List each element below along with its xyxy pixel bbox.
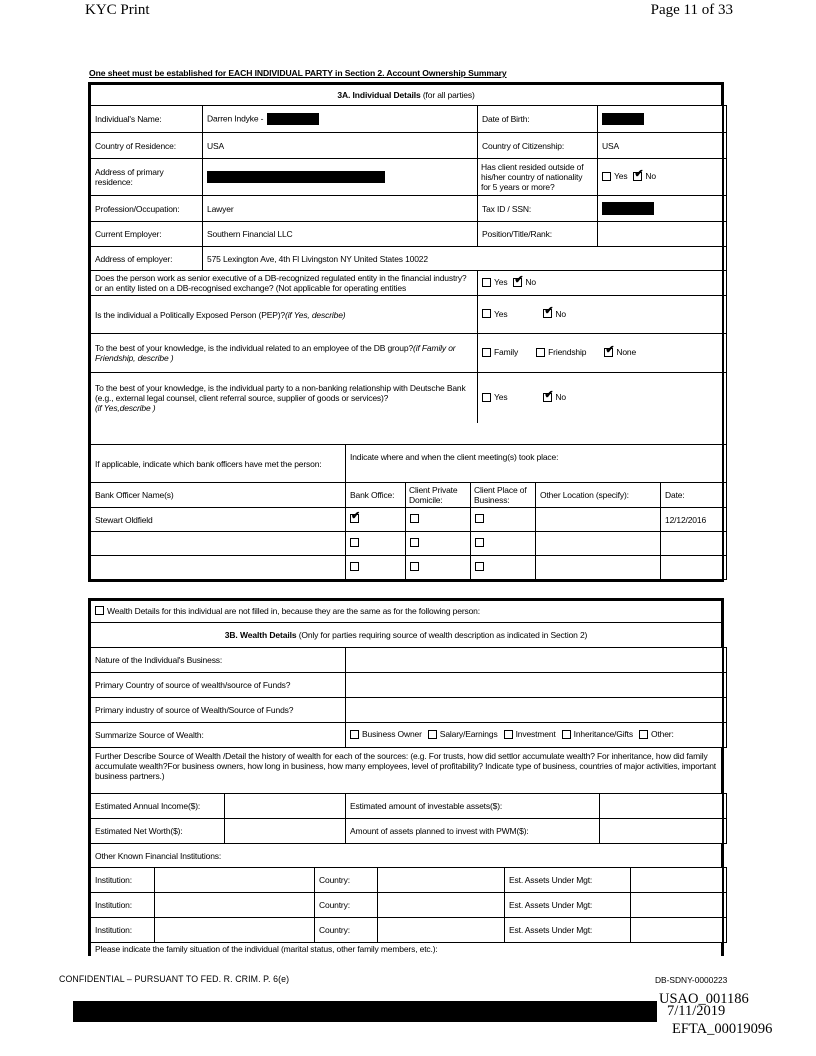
meeting-date: 12/12/2016	[661, 508, 727, 532]
senior-yes-checkbox	[482, 278, 491, 287]
sow-industry-value	[346, 698, 727, 723]
institutions-grid	[90, 867, 727, 943]
employer-value: Southern Financial LLC	[203, 222, 478, 247]
redaction-bar	[207, 171, 385, 183]
col-header-domicile: Client Private Domicile:	[406, 483, 471, 508]
dob-value	[598, 106, 727, 133]
db-group-answer	[478, 334, 727, 373]
section-3b-table	[88, 598, 724, 956]
institution-row	[91, 893, 727, 918]
resided-outside-label: Has client resided outside of his/her country of nationality for 5 years or more?	[478, 159, 598, 196]
pep-no-checkbox	[543, 309, 552, 318]
country-label: Country:	[315, 893, 378, 918]
confidential-notice: CONFIDENTIAL – PURSUANT TO FED. R. CRIM. P. 6(e)	[59, 974, 290, 984]
investment-label: Investment	[515, 729, 556, 740]
primary-address-value	[203, 159, 478, 196]
pwm-invest-label: Amount of assets planned to invest with PWM($):	[346, 819, 600, 844]
section-3a-table	[88, 82, 724, 582]
section-3b-title: 3B. Wealth Details (Only for parties requiring source of wealth description as indicated in Section 2)	[91, 623, 722, 648]
citizenship-value: USA	[598, 133, 727, 159]
family-situation-label: Please indicate the family situation of the individual (marital status, other family members, etc.):	[91, 943, 722, 956]
other-fi-label: Other Known Financial Institutions:	[91, 844, 722, 868]
empty-spacer-cell	[91, 423, 727, 445]
nonbank-yes-checkbox	[482, 393, 491, 402]
institution-label: Institution:	[91, 918, 155, 943]
nonbank-no-checkbox	[543, 393, 552, 402]
salary-label: Salary/Earnings	[439, 729, 498, 740]
institution-label: Institution:	[91, 868, 155, 893]
page-number: Page 11 of 33	[650, 2, 733, 18]
institution-value	[155, 918, 315, 943]
net-worth-value	[225, 819, 346, 844]
position-label: Position/Title/Rank:	[478, 222, 598, 247]
aum-value	[631, 868, 727, 893]
name-label: Individual's Name:	[91, 106, 203, 133]
business-checkbox	[475, 514, 484, 523]
aum-label: Est. Assets Under Mgt:	[505, 893, 631, 918]
wealth-same-person-label: Wealth Details for this individual are not filled in, because they are the same as for the following person:	[107, 605, 480, 616]
yes-label: Yes	[494, 308, 508, 319]
business-checkbox	[475, 562, 484, 571]
wealth-same-person-cell	[91, 601, 722, 623]
business-owner-checkbox	[350, 730, 359, 739]
institution-row	[91, 868, 727, 893]
further-describe-label: Further Describe Source of Wealth /Detail the history of wealth for each of the sources: (e.g. For trusts, how did settlor accumulate wealth? For inheritance, how did family accumulate wealth?For business owners, how long in business, how many employees, level of profitability? Indicate type of business, countries of major activities, important business partners.)	[91, 748, 722, 794]
institution-label: Institution:	[91, 893, 155, 918]
domicile-checkbox	[410, 538, 419, 547]
pep-answer	[478, 296, 727, 334]
investable-assets-label: Estimated amount of investable assets($):	[346, 794, 600, 819]
senior-no-checkbox	[513, 278, 522, 287]
annual-income-label: Estimated Annual Income($):	[91, 794, 225, 819]
section-3b-header	[90, 622, 722, 648]
inheritance-label: Inheritance/Gifts	[573, 729, 633, 740]
other-sow-label: Other:	[650, 729, 674, 740]
section-3a-header	[90, 84, 722, 106]
officer-row	[91, 508, 727, 532]
nonbank-question: To the best of your knowledge, is the individual party to a non-banking relationship with Deutsche Bank (e.g., external legal counsel, client referral source, supplier of goods or services)? (if Yes,describe )	[91, 373, 478, 423]
country-value	[378, 868, 505, 893]
officer-meeting-grid	[90, 482, 727, 580]
family-situation-row	[90, 942, 722, 956]
page-title: KYC Print	[85, 2, 150, 18]
summarize-sow-options	[346, 723, 727, 748]
aum-label: Est. Assets Under Mgt:	[505, 918, 631, 943]
domicile-checkbox	[410, 562, 419, 571]
col-header-date: Date:	[661, 483, 727, 508]
nature-business-label: Nature of the Individual's Business:	[91, 648, 346, 673]
yes-label: Yes	[494, 277, 508, 288]
col-header-officer-name: Bank Officer Name(s)	[91, 483, 346, 508]
profession-label: Profession/Occupation:	[91, 196, 203, 222]
family-label: Family	[494, 347, 519, 358]
resided-outside-answer	[598, 159, 727, 196]
business-owner-label: Business Owner	[362, 729, 422, 740]
senior-exec-question: Does the person work as senior executive of a DB-recognized regulated entity in the financial industry? or an entity listed on a DB-recognised exchange? (Not applicable for operating entities	[91, 271, 478, 296]
bank-office-checkbox-cell	[346, 556, 406, 580]
redaction-bar	[602, 202, 654, 215]
yes-label: Yes	[614, 171, 628, 182]
stamp-date: 7/11/2019	[667, 1003, 726, 1019]
annual-income-value	[225, 794, 346, 819]
bates-number-db: DB-SDNY-0000223	[655, 975, 728, 985]
instruction-line: One sheet must be established for EACH INDIVIDUAL PARTY in Section 2. Account Ownership Summary	[89, 68, 507, 78]
col-header-bank-office: Bank Office:	[346, 483, 406, 508]
pwm-invest-value	[600, 819, 727, 844]
employer-label: Current Employer:	[91, 222, 203, 247]
col-header-other-location: Other Location (specify):	[536, 483, 661, 508]
officer-name	[91, 532, 346, 556]
bates-number-efta: EFTA_00019096	[672, 1021, 773, 1037]
position-value	[598, 222, 727, 247]
none-checkbox	[604, 348, 613, 357]
sow-industry-label: Primary industry of source of Wealth/Source of Funds?	[91, 698, 346, 723]
further-describe-row	[90, 747, 722, 794]
wealth-details-grid	[90, 647, 727, 748]
salary-checkbox	[428, 730, 437, 739]
inheritance-checkbox	[562, 730, 571, 739]
aum-label: Est. Assets Under Mgt:	[505, 868, 631, 893]
domicile-checkbox-cell	[406, 556, 471, 580]
domicile-checkbox-cell	[406, 532, 471, 556]
meeting-place-label: Indicate where and when the client meeting(s) took place:	[346, 445, 727, 483]
business-checkbox-cell	[471, 556, 536, 580]
officer-name: Stewart Oldfield	[91, 508, 346, 532]
residence-country-label: Country of Residence:	[91, 133, 203, 159]
dob-label: Date of Birth:	[478, 106, 598, 133]
pep-yes-checkbox	[482, 309, 491, 318]
profession-value: Lawyer	[203, 196, 478, 222]
sow-country-value	[346, 673, 727, 698]
business-checkbox-cell	[471, 532, 536, 556]
senior-exec-answer	[478, 271, 727, 296]
meeting-date	[661, 532, 727, 556]
redaction-bar	[73, 1001, 657, 1022]
institution-row	[91, 918, 727, 943]
bank-office-checkbox	[350, 514, 359, 523]
country-value	[378, 918, 505, 943]
domicile-checkbox	[410, 514, 419, 523]
bank-office-checkbox	[350, 538, 359, 547]
bank-office-checkbox	[350, 562, 359, 571]
investment-checkbox	[504, 730, 513, 739]
institution-value	[155, 893, 315, 918]
aum-value	[631, 918, 727, 943]
wealth-same-person-checkbox	[95, 606, 104, 615]
friendship-checkbox	[536, 348, 545, 357]
section-3a-title: 3A. Individual Details (for all parties)	[91, 85, 722, 106]
country-value	[378, 893, 505, 918]
meeting-date	[661, 556, 727, 580]
other-sow-checkbox	[639, 730, 648, 739]
name-value: Darren Indyke -	[203, 106, 478, 133]
resided-yes-checkbox	[602, 172, 611, 181]
individual-details-grid	[90, 105, 727, 271]
other-location-value	[536, 556, 661, 580]
no-label: No	[555, 308, 566, 319]
other-fi-row	[90, 843, 722, 868]
tax-id-label: Tax ID / SSN:	[478, 196, 598, 222]
nonbank-answer	[478, 373, 727, 423]
bank-office-checkbox-cell	[346, 532, 406, 556]
nature-business-value	[346, 648, 727, 673]
domicile-checkbox-cell	[406, 508, 471, 532]
no-label: No	[555, 392, 566, 402]
officer-row	[91, 556, 727, 580]
officers-met-label: If applicable, indicate which bank officers have met the person:	[91, 445, 346, 483]
none-label: None	[616, 347, 637, 358]
yes-label: Yes	[494, 392, 508, 402]
col-header-business: Client Place of Business:	[471, 483, 536, 508]
country-label: Country:	[315, 868, 378, 893]
country-label: Country:	[315, 918, 378, 943]
bates-number-usao: USAO_001186	[659, 991, 749, 1007]
redaction-bar	[602, 113, 644, 125]
no-label: No	[645, 171, 656, 182]
bank-office-checkbox-cell	[346, 508, 406, 532]
residence-country-value: USA	[203, 133, 478, 159]
tax-id-value	[598, 196, 727, 222]
business-checkbox	[475, 538, 484, 547]
citizenship-label: Country of Citizenship:	[478, 133, 598, 159]
screening-questions-grid	[90, 270, 727, 445]
institution-value	[155, 868, 315, 893]
primary-address-label: Address of primary residence:	[91, 159, 203, 196]
db-group-question: To the best of your knowledge, is the individual related to an employee of the DB group?(if Family or Friendship, describe )	[91, 334, 478, 373]
officer-name	[91, 556, 346, 580]
other-location-value	[536, 508, 661, 532]
investable-assets-value	[600, 794, 727, 819]
aum-value	[631, 893, 727, 918]
friendship-label: Friendship	[548, 347, 587, 358]
net-worth-label: Estimated Net Worth($):	[91, 819, 225, 844]
redaction-bar	[267, 113, 319, 125]
pep-question: Is the individual a Politically Exposed Person (PEP)?(if Yes, describe)	[91, 296, 478, 334]
resided-no-checkbox	[633, 172, 642, 181]
no-label: No	[525, 277, 536, 288]
estimates-grid	[90, 793, 727, 844]
officer-meeting-intro	[90, 444, 727, 483]
other-location-value	[536, 532, 661, 556]
business-checkbox-cell	[471, 508, 536, 532]
employer-address-label: Address of employer:	[91, 247, 203, 271]
wealth-same-person-row	[90, 600, 722, 623]
summarize-sow-label: Summarize Source of Wealth:	[91, 723, 346, 748]
family-checkbox	[482, 348, 491, 357]
sow-country-label: Primary Country of source of wealth/source of Funds?	[91, 673, 346, 698]
officer-row	[91, 532, 727, 556]
employer-address-value: 575 Lexington Ave, 4th Fl Livingston NY United States 10022	[203, 247, 727, 271]
